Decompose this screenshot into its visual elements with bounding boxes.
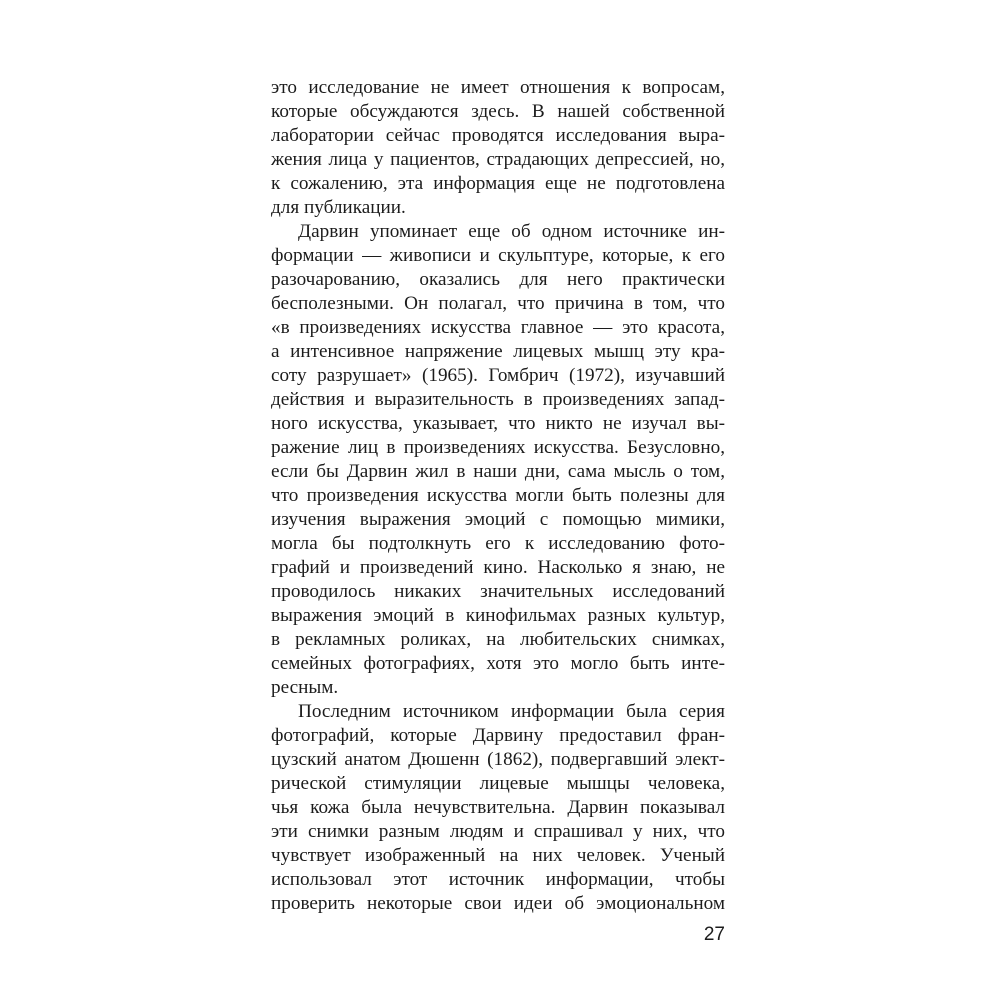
- text-line: чувствует изображенный на них человек. Ученый: [271, 845, 725, 866]
- text-line: цузский анатом Дюшенн (1862), подвергавший элект-: [271, 749, 725, 770]
- text-line: которые обсуждаются здесь. В нашей собственной: [271, 101, 725, 122]
- text-line: действия и выразительность в произведениях запад-: [271, 389, 725, 410]
- page-number: 27: [703, 924, 725, 945]
- text-line: если бы Дарвин жил в наши дни, сама мысль о том,: [271, 461, 725, 482]
- text-line: ресным.: [271, 677, 339, 698]
- text-line: лаборатории сейчас проводятся исследования выра-: [271, 125, 725, 146]
- text-line: жения лица у пациентов, страдающих депрессией, но,: [271, 149, 725, 170]
- text-line: рической стимуляции лицевые мышцы человека,: [271, 773, 725, 794]
- text-line: использовал этот источник информации, чтобы: [271, 869, 725, 890]
- paragraph-3: [271, 700, 725, 916]
- text-line: Последним источником информации была серия: [298, 701, 725, 722]
- text-line: чья кожа была нечувствительна. Дарвин показывал: [271, 797, 725, 818]
- paragraph-1: [271, 76, 725, 220]
- text-line: а интенсивное напряжение лицевых мышц эту кра-: [271, 341, 725, 362]
- text-line: соту разрушает» (1965). Гомбрич (1972), изучавший: [271, 365, 725, 386]
- text-line: могла бы подтолкнуть его к исследованию фото-: [271, 533, 725, 554]
- text-line: ражение лиц в произведениях искусства. Безусловно,: [271, 437, 725, 458]
- text-line: к сожалению, эта информация еще не подготовлена: [271, 173, 725, 194]
- text-line: фотографий, которые Дарвину предоставил фран-: [271, 725, 725, 746]
- text-line: семейных фотографиях, хотя это могло быть инте-: [271, 653, 725, 674]
- text-line: это исследование не имеет отношения к вопросам,: [271, 77, 725, 98]
- text-line: «в произведениях искусства главное — это красота,: [271, 317, 725, 338]
- text-line: формации — живописи и скульптуре, которые, к его: [271, 245, 725, 266]
- text-line: в рекламных роликах, на любительских снимках,: [271, 629, 725, 650]
- paragraph-2: [271, 220, 725, 700]
- text-line: выражения эмоций в кинофильмах разных культур,: [271, 605, 725, 626]
- text-line: проводилось никаких значительных исследований: [271, 581, 725, 602]
- text-line: графий и произведений кино. Насколько я знаю, не: [271, 557, 725, 578]
- text-line: проверить некоторые свои идеи об эмоциональном: [271, 893, 725, 914]
- text-line: для публикации.: [271, 197, 406, 218]
- text-line: Дарвин упоминает еще об одном источнике ин-: [298, 221, 725, 242]
- text-line: что произведения искусства могли быть полезны для: [271, 485, 725, 506]
- text-line: разочарованию, оказались для него практически: [271, 269, 725, 290]
- text-line: изучения выражения эмоций с помощью мимики,: [271, 509, 725, 530]
- text-line: эти снимки разным людям и спрашивал у них, что: [271, 821, 725, 842]
- body-text: [271, 76, 725, 916]
- text-line: ного искусства, указывает, что никто не изучал вы-: [271, 413, 725, 434]
- text-line: бесполезными. Он полагал, что причина в том, что: [271, 293, 725, 314]
